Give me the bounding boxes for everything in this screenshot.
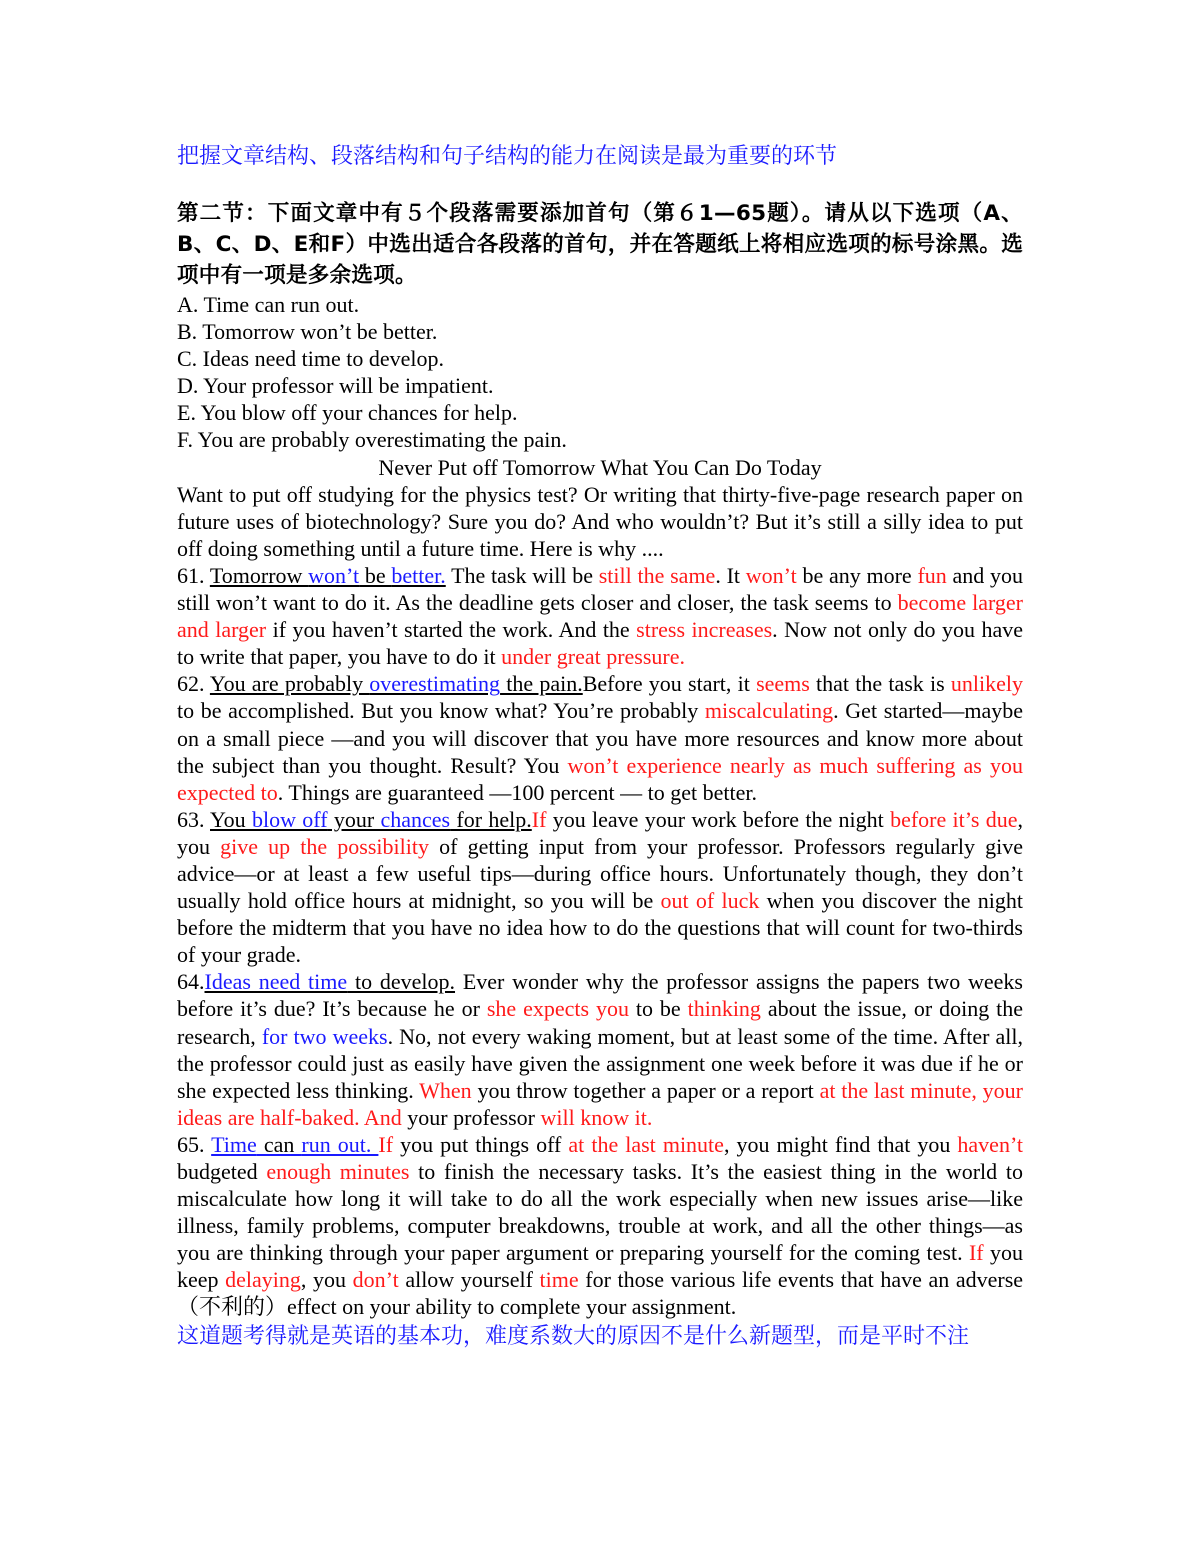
red-highlight: under great pressure. [501, 644, 686, 670]
heading-text: You [210, 806, 252, 832]
body-text: budgeted [177, 1159, 267, 1184]
blue-highlight: for two weeks [261, 1023, 388, 1049]
body-text: if you haven’t started the work. And the [266, 617, 637, 643]
red-highlight: at the last minute [568, 1131, 724, 1157]
heading-text: be [359, 562, 392, 588]
red-highlight: unlikely [950, 671, 1023, 697]
heading-highlight: Time [211, 1131, 257, 1157]
question-number: 62. [177, 671, 210, 697]
paragraph-64 [177, 968, 1023, 1131]
question-number: 63. [177, 806, 210, 832]
body-text: . No, not every waking moment, but at least some of the time. After all, the professor could just as easily have given the assignment one week before it was due if he or she expected less thinking. [177, 1023, 1023, 1103]
red-highlight: fun [917, 562, 947, 588]
body-text: to finish the necessary tasks. It’s the easiest thing in the world to miscalculate how long it will take to do all the work especially when new issues arise—like illness, family problems, computer breakdowns, trouble at work, and all the other things—as you are thinking through your paper argument or preparing yourself for the coming test. [177, 1159, 1023, 1266]
red-highlight: become larger and larger [177, 590, 1023, 643]
heading-text: You are probably [209, 671, 370, 697]
body-text: . Get started—maybe on a small piece —and you will discover that you have more resources and know more about the subject than you thought. Result? You [177, 698, 1023, 778]
paragraph-61 [177, 562, 1023, 670]
option-a: A. Time can run out. [177, 292, 360, 317]
footer-note: 这道题考得就是英语的基本功，难度系数大的原因不是什么新题型，而是平时不注 [177, 1322, 970, 1348]
options-list [177, 291, 1023, 454]
red-highlight: at the last minute, your ideas are half-baked. And [177, 1077, 1024, 1130]
red-highlight: seems [756, 671, 810, 697]
intro-note: 把握文章结构、段落结构和句子结构的能力在阅读是最为重要的环节 [177, 143, 838, 168]
red-highlight: If [378, 1131, 394, 1157]
paragraph-63 [177, 806, 1023, 969]
heading-highlight: won’t [308, 562, 360, 588]
body-text: , you [300, 1267, 353, 1293]
question-number: 64. [177, 969, 205, 995]
body-text: that the task is [809, 671, 951, 697]
heading-text: your [327, 806, 381, 832]
body-text: . It [715, 562, 746, 588]
body-text: be any more [796, 562, 918, 588]
option-f: F. You are probably overestimating the pain. [177, 427, 567, 453]
body-text: when you discover the night before the midterm that you have no idea how to do the questions that will count for two-thirds of your grade. [177, 888, 1023, 968]
paragraph-65 [177, 1131, 1023, 1321]
body-text: , you might find that you [723, 1131, 958, 1157]
red-highlight: before it’s due [890, 806, 1018, 832]
heading-highlight: blow off [252, 806, 328, 832]
red-highlight: thinking [687, 996, 761, 1022]
red-highlight: delaying [225, 1267, 301, 1293]
red-highlight: still the same [598, 562, 716, 588]
body-text: . Things are guaranteed —100 percent — to get better. [277, 779, 757, 805]
answer-heading [205, 969, 456, 994]
red-highlight: time [539, 1267, 579, 1293]
red-highlight: miscalculating [704, 698, 834, 724]
option-d: D. Your professor will be impatient. [177, 373, 494, 399]
body-text: allow yourself [398, 1267, 540, 1293]
body-text: Ever wonder why the professor assigns the papers two weeks before it’s due? It’s because he or [177, 969, 1023, 1022]
intro-paragraph: Want to put off studying for the physics test? Or writing that thirty-five-page research paper on future uses of biotechnology? Sure you do? And who wouldn’t? But it’s still a silly idea to put off doing something until a future time. Here is why .... [177, 481, 1023, 561]
heading-highlight: chances [380, 806, 451, 832]
red-highlight: won’t [745, 562, 797, 588]
red-highlight: If [968, 1240, 984, 1266]
body-text: and you still won’t want to do it. As the deadline gets closer and closer, the task seems to [177, 562, 1024, 616]
red-highlight: haven’t [957, 1131, 1023, 1157]
red-highlight: will know it. [540, 1104, 653, 1130]
heading-text: Tomorrow [209, 562, 309, 588]
paragraph-62 [177, 670, 1023, 805]
body-text: Before you start, it [582, 671, 757, 697]
body-text: of getting input from your professor. Professors regularly give advice—or at least a few useful tips—during office hours. Unfortunately though, they don’t usually hold office hours at midnight, so you will be [177, 833, 1024, 914]
red-highlight: won’t experience nearly as much suffering as you expected to [177, 752, 1023, 805]
red-highlight: out of luck [660, 888, 760, 914]
option-e: E. You blow off your chances for help. [177, 400, 518, 426]
answer-heading [210, 563, 446, 588]
heading-text: for help. [450, 806, 532, 832]
red-highlight: stress increases [636, 617, 773, 643]
body-text: . Now not only do you have to write that paper, you have to do it [177, 617, 1024, 670]
heading-highlight: better. [391, 562, 446, 588]
question-number: 65. [177, 1131, 212, 1157]
red-highlight: don’t [352, 1267, 399, 1293]
option-b: B. Tomorrow won’t be better. [177, 319, 438, 345]
answer-heading [211, 1132, 378, 1157]
body-text: for those various life events that have an adverse（不利的）effect on your ability to complete your assignment. [177, 1267, 1024, 1320]
article-title: Never Put off Tomorrow What You Can Do Today [378, 454, 822, 480]
red-highlight: give up the possibility [220, 833, 429, 859]
body-text: your professor [401, 1104, 541, 1130]
answer-heading [210, 671, 583, 696]
heading-text: can [256, 1131, 302, 1157]
body-text: about the issue, or doing the research, [177, 996, 1023, 1049]
body-text: , you [177, 806, 1024, 859]
red-highlight: she expects you [486, 996, 629, 1022]
heading-text: to develop. [347, 969, 456, 995]
heading-highlight: run out. [301, 1131, 379, 1157]
document-page [177, 140, 1023, 1351]
red-highlight: enough minutes [266, 1159, 410, 1184]
question-number: 61. [177, 562, 210, 588]
answer-heading [210, 807, 532, 832]
body-text: you throw together a paper or a report [471, 1077, 820, 1103]
body-text: to be accomplished. But you know what? You’re probably [177, 698, 705, 724]
red-highlight: When [419, 1077, 472, 1103]
body-text: you leave your work before the night [546, 806, 891, 832]
body-text: to be [628, 996, 688, 1022]
option-c: C. Ideas need time to develop. [177, 346, 444, 372]
heading-highlight: Ideas need time [204, 969, 348, 995]
body-text: you put things off [393, 1131, 569, 1157]
body-text: you keep [177, 1240, 1023, 1293]
body-text: The task will be [445, 562, 599, 588]
heading-text: the pain. [500, 671, 583, 697]
heading-highlight: overestimating [369, 671, 501, 697]
section-heading: 第二节：下面文章中有５个段落需要添加首句（第６1—65题）。请从以下选项（A、B、C、D、E和F）中选出适合各段落的首句，并在答题纸上将相应选项的标号涂黑。选项中有一项是多余选项。 [177, 201, 1023, 288]
red-highlight: If [531, 806, 547, 832]
